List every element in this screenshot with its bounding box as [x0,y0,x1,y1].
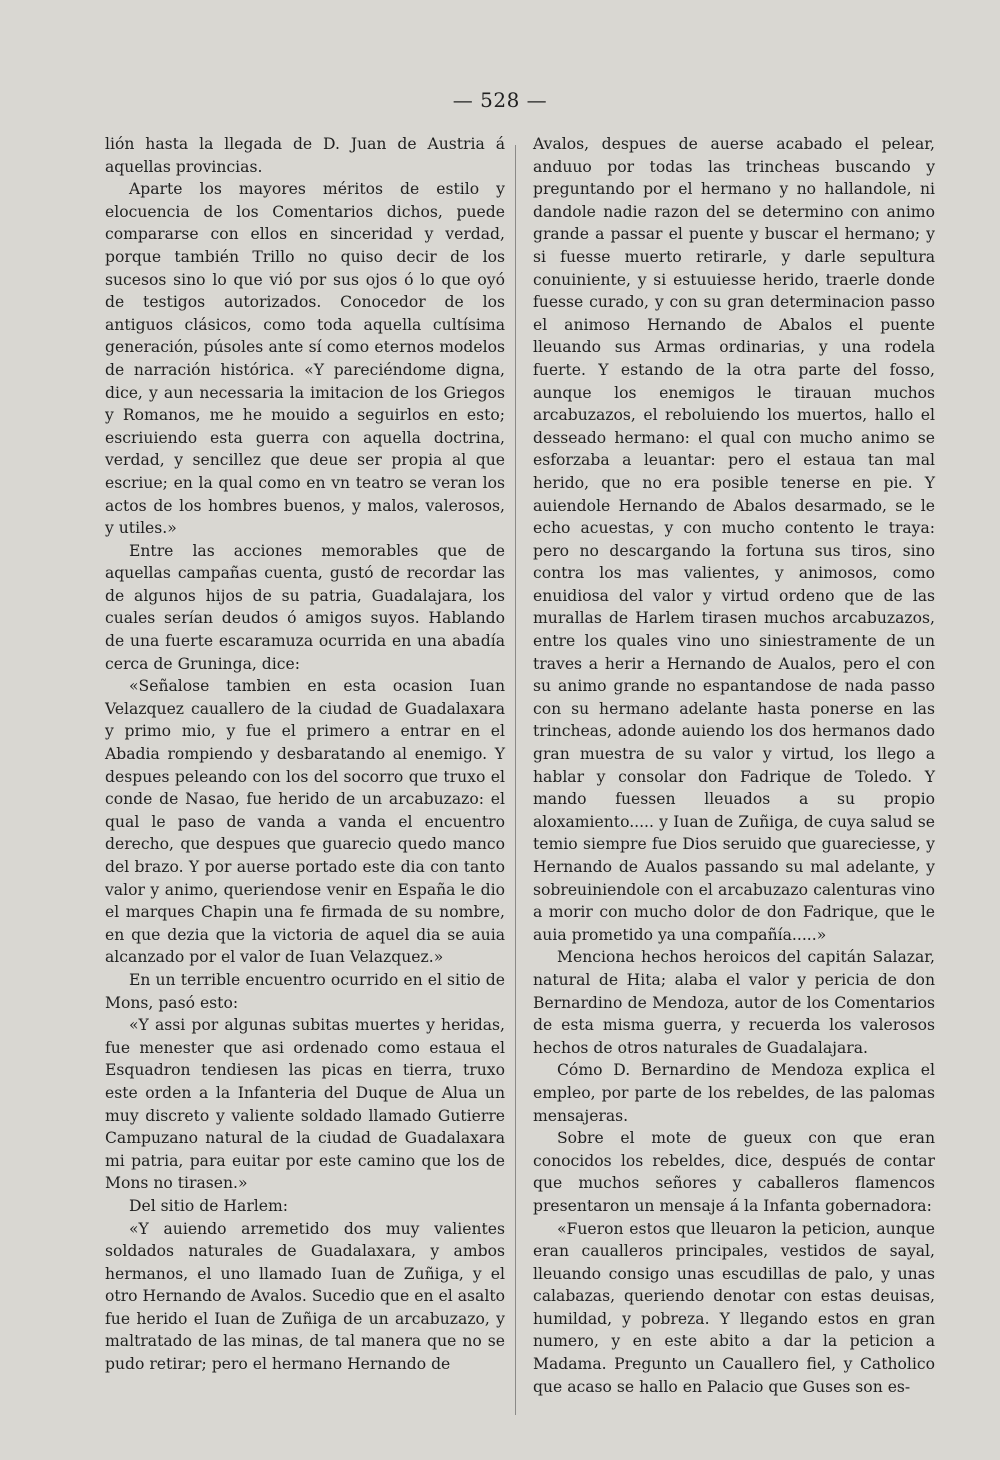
paragraph: Cómo D. Bernardino de Mendoza explica el empleo, por parte de los rebeldes, de las palomas mensajeras. [533,1061,935,1125]
paragraph: «Y auiendo arremetido dos muy valientes soldados naturales de Guadalaxara, y ambos hermanos, el uno llamado Iuan de Zuñiga, y el otro Hernando de Avalos. Sucedio que en el asalto fue herido el Iuan de Zuñiga de un arcabuzazo, y maltratado de las minas, de tal manera que no se pudo retirar; pero el hermano Hernando de [105,1219,505,1374]
paragraph: Sobre el mote de gueux con que eran conocidos los rebeldes, dice, después de contar que muchos señores y caballeros flamencos presentaron un mensaje á la Infanta gobernadora: [533,1129,935,1215]
page-number: — 528 — [452,88,548,112]
paragraph: En un terrible encuentro ocurrido en el sitio de Mons, pasó esto: [105,970,505,1012]
column-divider [515,145,516,1415]
paragraph: lión hasta la llegada de D. Juan de Austria á aquellas provincias. [105,135,505,176]
paragraph: «Fueron estos que lleuaron la peticion, aunque eran caualleros principales, vestidos de sayal, lleuando consigo unas escudillas de palo, y unas calabazas, queriendo denotar con estas deuisas, humildad, y pobreza. Y llegando estos en gran numero, y en este abito a dar la peticion a Madama. Pregunto un Cauallero fiel, y Catholico que acaso se hallo en Palacio que Guses son es- [533,1219,935,1396]
paragraph: Avalos, despues de auerse acabado el pelear, anduuo por todas las trincheas buscando y preguntando por el hermano y no hallandole, ni dandole nadie razon del se determino con animo grande a passar el puente y buscar el hermano; y si fuesse muerto retirarle, y darle sepultura conuiniente, y si estuuiesse herido, traerle donde fuesse curado, y con su gran determinacion passo el animoso Hernando de Abalos el puente lleuando sus Armas ordinarias, y una rodela fuerte. Y estando de la otra parte del fosso, aunque los enemigos le tirauan muchos arcabuzazos, el reboluiendo los muertos, hallo el desseado hermano: el qual con mucho animo se esforzaba a leuantar: pero el estaua tan mal herido, que no era posible tenerse en pie. Y auiendole Hernando de Abalos desarmado, se le echo acuestas, y con mucho contento le traya: pero no descargando la fortuna sus tiros, sino contra los mas valientes, y animosos, como enuidiosa del valor y virtud ordeno que de las murallas de Harlem tirasen muchos arcabuzazos, entre los quales vino uno siniestramente de un traves a herir a Hernando de Aualos, pero el con su animo grande no espantandose de nada passo con su hermano adelante hasta ponerse en las trincheas, adonde auiendo los dos hermanos dado gran muestra de su valor y virtud, los llego a hablar y consolar don Fadrique de Toledo. Y mando fuessen lleuados a su propio aloxamiento..... y Iuan de Zuñiga, de cuya salud se temio siempre fue Dios seruido que guareciesse, y Hernando de Aualos passando su mal adelante, y sobreuiniendole con el arcabuzazo calenturas vino a morir con mucho dolor de don Fadrique, que le auia prometido ya una compañía.....» [533,135,935,944]
paragraph: Aparte los mayores méritos de estilo y elocuencia de los Comentarios dichos, puede compararse con ellos en sinceridad y verdad, porque también Trillo no quiso decir de los sucesos sino lo que vió por sus ojos ó lo que oyó de testigos autorizados. Conocedor de los antiguos clásicos, como toda aquella cultísima generación, púsoles ante sí como eternos modelos de narración histórica. «Y pareciéndome digna, dice, y aun necessaria la imitacion de los Griegos y Romanos, me he mouido a seguirlos en esto; escriuiendo esta guerra con aquella doctrina, verdad, y sencillez que deue ser propia al que escriue; en la qual como en vn teatro se veran los actos de los hombres buenos, y malos, valerosos, y utiles.» [105,180,505,538]
left-column [105,133,505,1376]
paragraph: Del sitio de Harlem: [129,1196,289,1215]
paragraph: Menciona hechos heroicos del capitán Salazar, natural de Hita; alaba el valor y pericia de don Bernardino de Mendoza, autor de los Comentarios de esta misma guerra, y recuerda los valerosos hechos de otros naturales de Guadalajara. [533,948,935,1057]
right-column [533,133,935,1398]
paragraph: Entre las acciones memorables que de aquellas campañas cuenta, gustó de recordar las de algunos hijos de su patria, Guadalajara, los cuales serían deudos ó amigos suyos. Hablando de una fuerte escaramuza ocurrida en una abadía cerca de Gruninga, dice: [105,541,505,673]
paragraph: «Señalose tambien en esta ocasion Iuan Velazquez cauallero de la ciudad de Guadalaxara y primo mio, y fue el primero a entrar en el Abadia rompiendo y desbaratando al enemigo. Y despues peleando con los del socorro que truxo el conde de Nasao, fue herido de un arcabuzazo: el qual le paso de vanda a vanda el encuentro derecho, que despues que guarecio quedo manco del brazo. Y por auerse portado este dia con tanto valor y animo, queriendose venir en España le dio el marques Chapin una fe firmada de su nombre, en que dezia que la victoria de aquel dia se auia alcanzado por el valor de Iuan Velazquez.» [105,677,505,967]
paragraph: «Y assi por algunas subitas muertes y heridas, fue menester que asi ordenado como estaua el Esquadron tendiesen las picas en tierra, truxo este orden a la Infanteria del Duque de Alua un muy discreto y valiente soldado llamado Gutierre Campuzano natural de la ciudad de Guadalaxara mi patria, para euitar por este camino que los de Mons no tirasen.» [105,1016,505,1193]
